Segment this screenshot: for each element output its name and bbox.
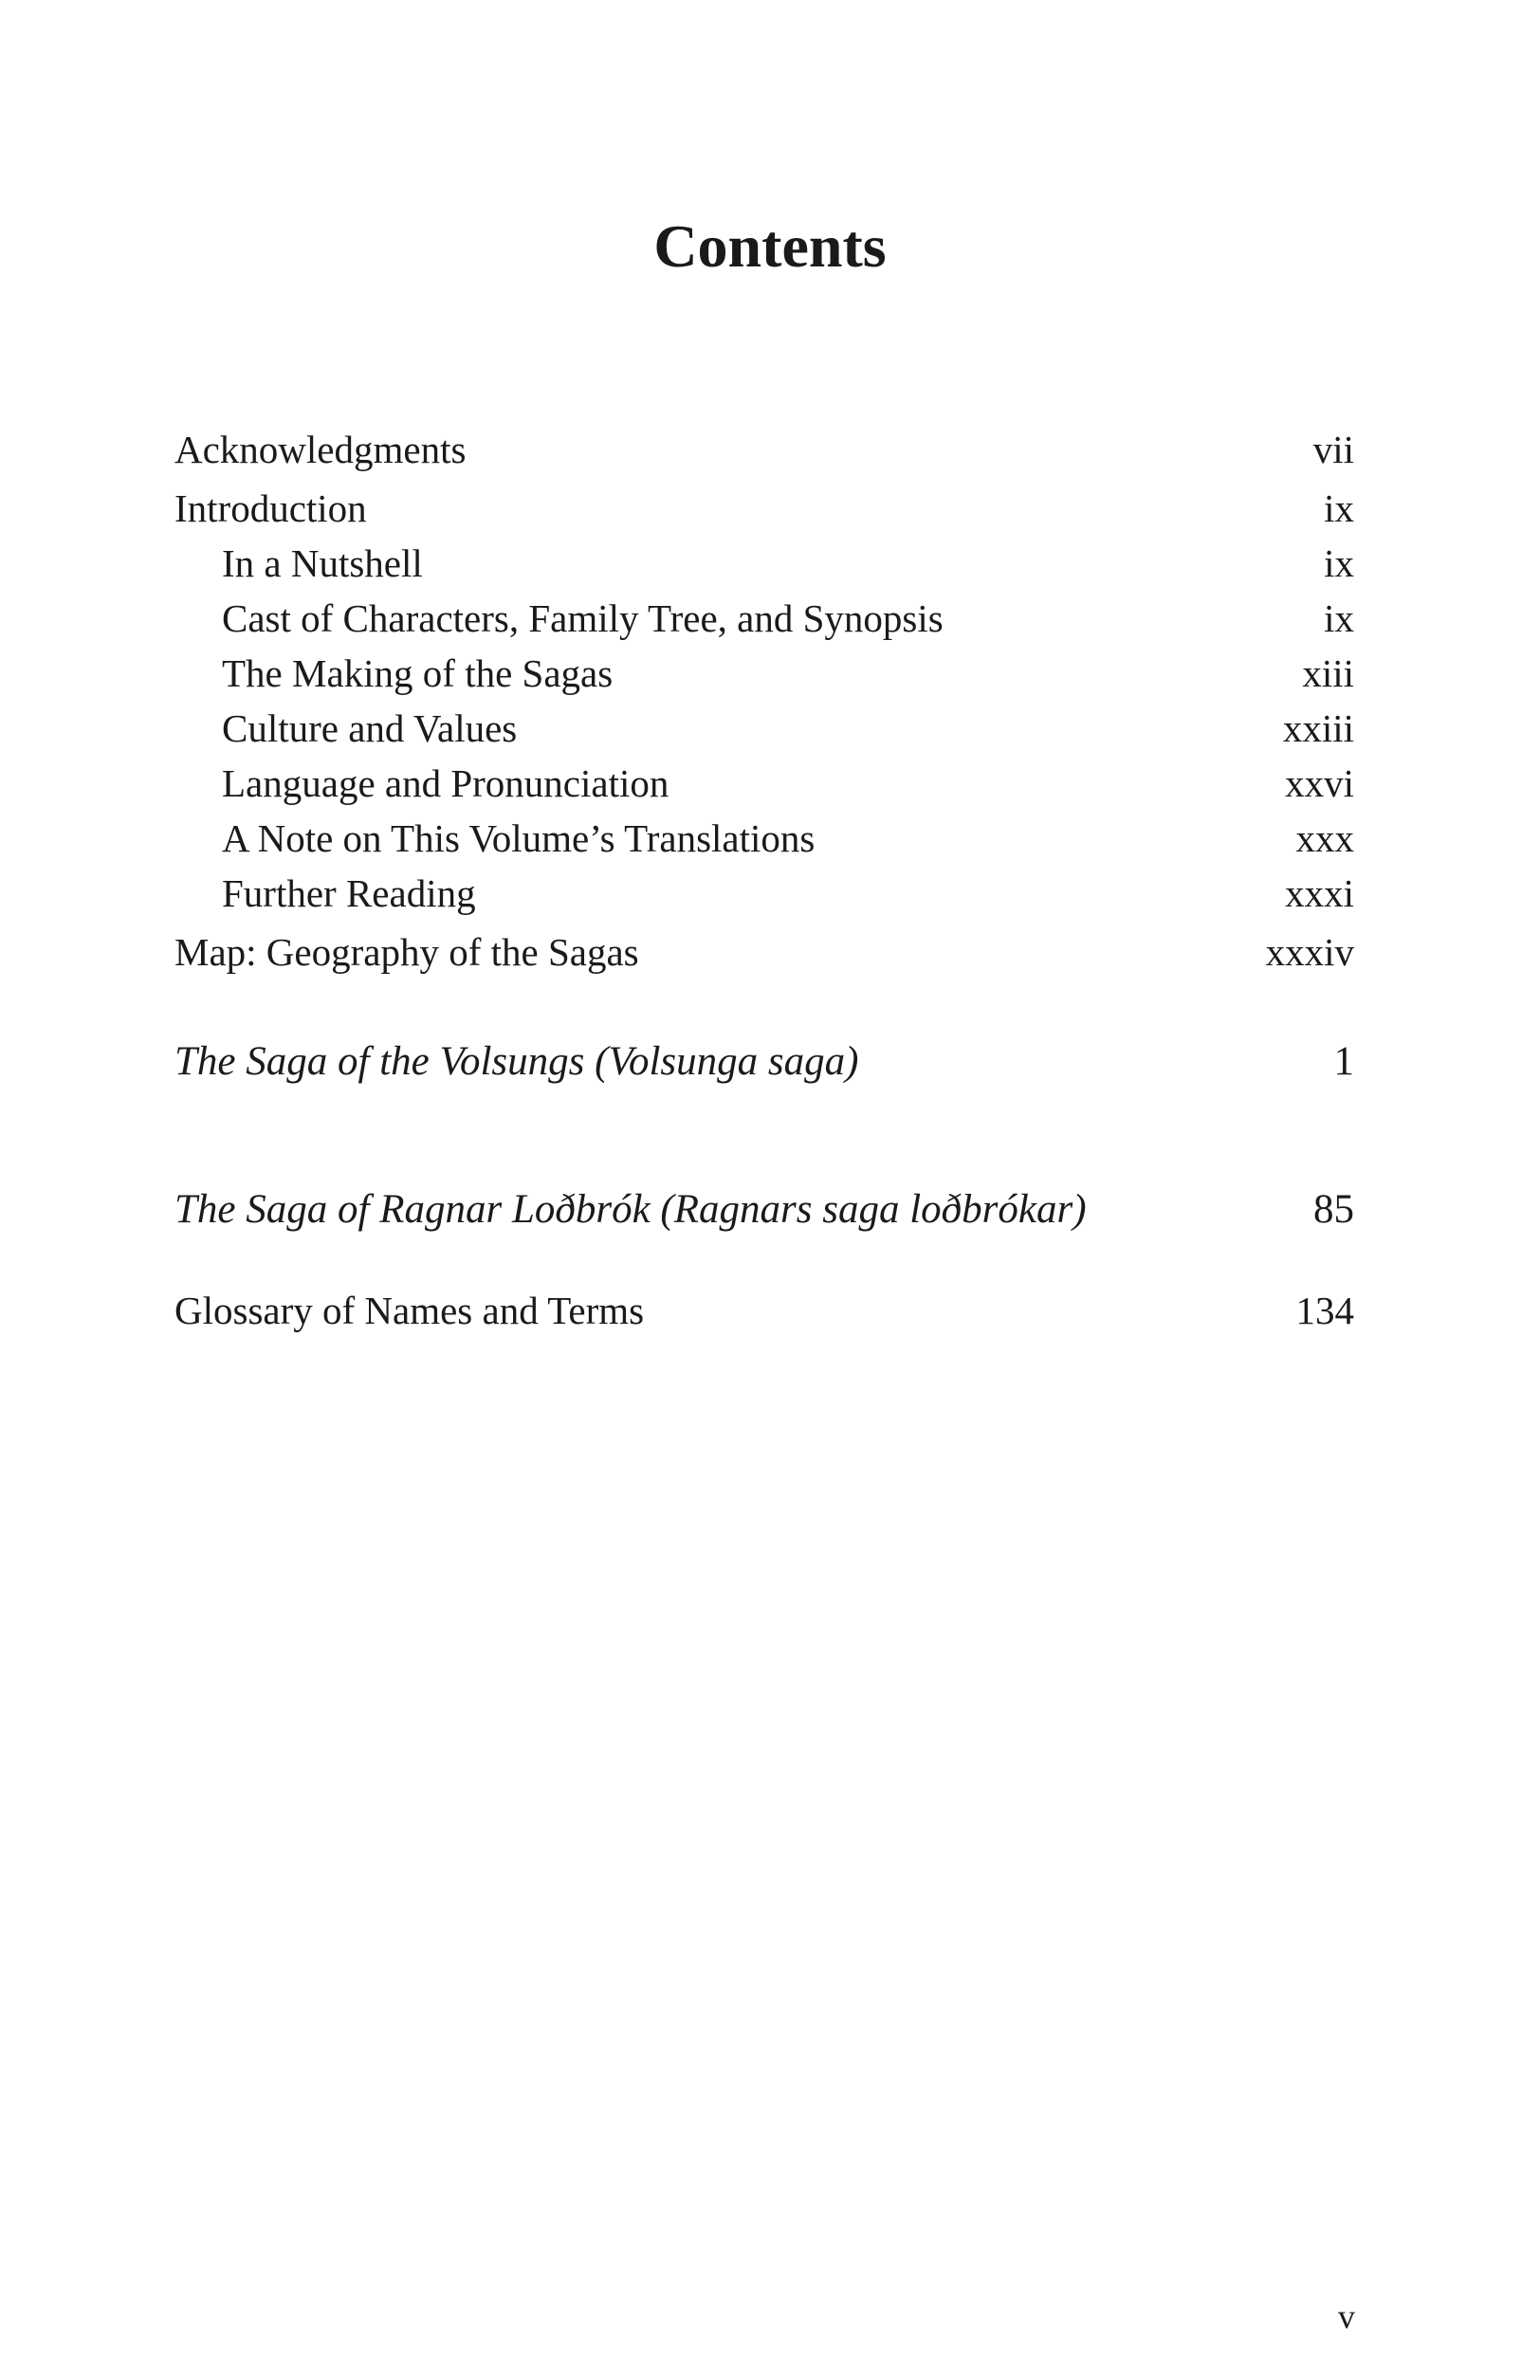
toc-entry-cast-of-characters[interactable]: [174, 594, 1354, 643]
toc-entry-page: xxxiv: [1265, 930, 1354, 974]
toc-entry-page: ix: [1324, 596, 1354, 640]
toc-entry-page: 1: [1333, 1039, 1354, 1084]
toc-entry-page: ix: [1324, 541, 1354, 585]
page-title: Contents: [653, 212, 887, 280]
page-number: v: [1338, 2298, 1355, 2335]
toc-entry-label: Language and Pronunciation: [222, 761, 669, 805]
toc-entry-in-a-nutshell[interactable]: [174, 539, 1354, 588]
toc-entry-page: 134: [1295, 1289, 1354, 1332]
toc-entry-label: Culture and Values: [222, 706, 518, 750]
toc-entry-page: vii: [1312, 428, 1354, 471]
toc-entry-label: Glossary of Names and Terms: [174, 1289, 645, 1332]
toc-entry-glossary[interactable]: [174, 1286, 1354, 1335]
toc-entry-label: The Saga of Ragnar Loðbrók (Ragnars saga loðbrókar): [174, 1187, 1087, 1232]
toc-entry-making-of-the-sagas[interactable]: [174, 649, 1354, 698]
toc-entry-culture-and-values[interactable]: [174, 704, 1354, 753]
toc-entry-page: xxvi: [1285, 761, 1354, 805]
toc-entry-acknowledgments[interactable]: [174, 425, 1354, 474]
toc-entry-note-on-translations[interactable]: [174, 814, 1354, 863]
toc-entry-saga-of-the-volsungs[interactable]: [174, 1037, 1354, 1087]
toc-entry-label: In a Nutshell: [222, 541, 423, 585]
toc-entry-page: xxxi: [1285, 871, 1354, 915]
toc-entry-page: xxx: [1295, 816, 1354, 860]
toc-entry-page: ix: [1324, 486, 1354, 530]
toc-entry-page: 85: [1313, 1187, 1354, 1232]
toc-entry-language-and-pronunciation[interactable]: [174, 759, 1354, 808]
toc-entry-page: xxiii: [1282, 706, 1354, 750]
toc-entry-label: Map: Geography of the Sagas: [174, 930, 639, 974]
toc-entry-saga-of-ragnar-lodbrok[interactable]: [174, 1185, 1354, 1235]
toc-entry-label: Further Reading: [222, 871, 476, 915]
toc-entry-further-reading[interactable]: [174, 869, 1354, 918]
toc-entry-label: Cast of Characters, Family Tree, and Synopsis: [222, 596, 944, 640]
toc-entry-introduction[interactable]: [174, 484, 1354, 533]
toc-entry-label: The Making of the Sagas: [222, 651, 614, 695]
toc-entry-page: xiii: [1302, 651, 1354, 695]
toc-entry-label: The Saga of the Volsungs (Volsunga saga): [174, 1039, 859, 1084]
toc-entry-label: Introduction: [174, 486, 367, 530]
toc-entry-map[interactable]: [174, 927, 1354, 977]
toc-entry-label: Acknowledgments: [174, 428, 467, 471]
toc-entry-label: A Note on This Volume’s Translations: [222, 816, 816, 860]
